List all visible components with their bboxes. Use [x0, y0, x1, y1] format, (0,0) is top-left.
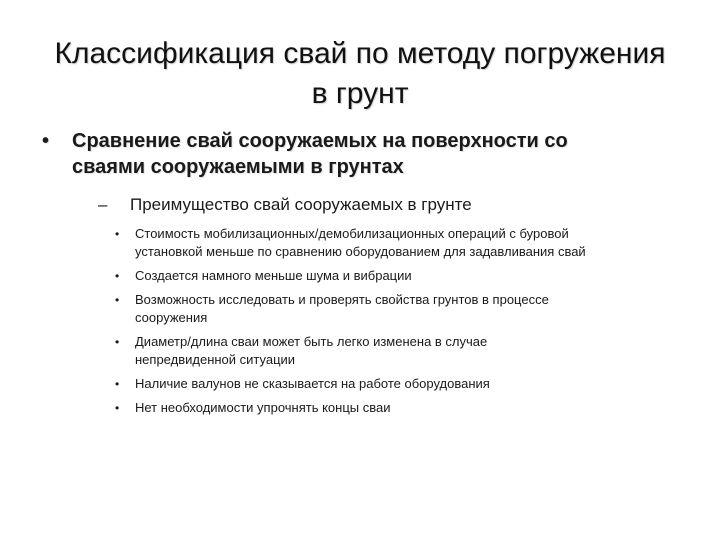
- bullet-level2-text: Преимущество свай сооружаемых в грунте: [130, 195, 472, 214]
- bullet-dot-icon: •: [42, 130, 50, 152]
- bullet-level3-item: [30, 399, 695, 417]
- bullet-dash-icon: –: [98, 195, 108, 214]
- bullet-dot-icon: •: [115, 269, 120, 283]
- bullet-level3-line: непредвиденной ситуации: [135, 352, 296, 367]
- bullet-dot-icon: •: [115, 293, 120, 307]
- bullet-level1-line: сваями сооружаемыми в грунтах: [72, 156, 404, 178]
- bullet-level3-line: Создается намного меньше шума и вибрации: [135, 268, 412, 283]
- bullet-dot-icon: •: [115, 377, 120, 391]
- bullet-level3-line: Наличие валунов не сказывается на работе оборудования: [135, 376, 490, 391]
- bullet-level3-line: Стоимость мобилизационных/демобилизационных операций с буровой: [135, 226, 569, 241]
- bullet-level3-line: Диаметр/длина сваи может быть легко изменена в случае: [135, 334, 488, 349]
- slide-title: [30, 34, 690, 114]
- bullet-level3-line: установкой меньше по сравнению оборудованием для задавливания свай: [135, 244, 586, 259]
- bullet-level1: [30, 128, 695, 180]
- bullet-level3-item: [30, 291, 695, 327]
- bullet-level3-item: [30, 267, 695, 285]
- bullet-level1-line: Сравнение свай сооружаемых на поверхности со: [72, 130, 568, 152]
- title-line: в грунт: [311, 77, 409, 110]
- bullet-level3-line: Нет необходимости упрочнять концы сваи: [135, 400, 391, 415]
- bullet-level2: [30, 194, 695, 216]
- bullet-level3-line: Возможность исследовать и проверять свойства грунтов в процессе: [135, 292, 549, 307]
- bullet-level3-item: [30, 225, 695, 261]
- title-line: Классификация свай по методу погружения: [54, 37, 666, 70]
- bullet-dot-icon: •: [115, 401, 120, 415]
- bullet-dot-icon: •: [115, 227, 120, 241]
- bullet-level3-line: сооружения: [135, 310, 208, 325]
- bullet-level3-list: [30, 225, 695, 417]
- bullet-level3-item: [30, 375, 695, 393]
- bullet-level3-item: [30, 333, 695, 369]
- slide-content: [30, 128, 695, 423]
- bullet-dot-icon: •: [115, 335, 120, 349]
